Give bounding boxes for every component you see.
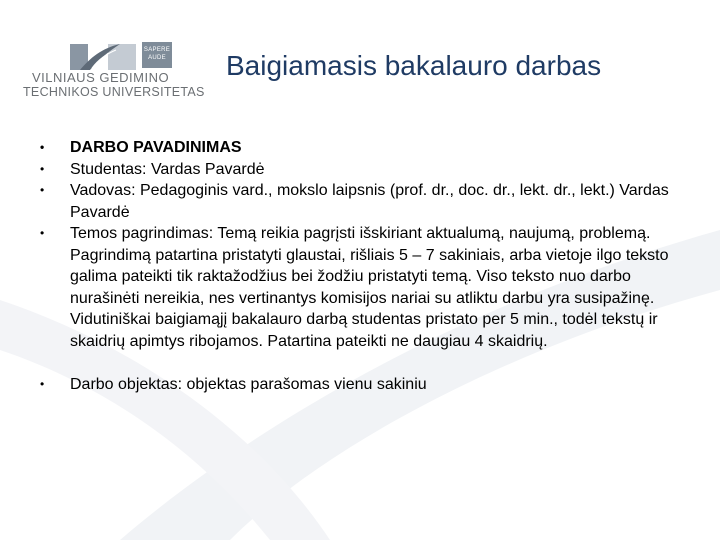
logo-motto-badge: SAPERE AUDE <box>142 42 172 68</box>
bullet-text: Temos pagrindimas: Temą reikia pagrįsti išskiriant aktualumą, naujumą, problemą. Pagrindimą patartina pristatyti glaustai, rišliais 5 – 7 sakiniais, arba vietoje ilgo teksto galima pateikti tik raktažodžius bei žodžiu pristatyti temą. Viso teksto nuo darbo nurašinėti nereikia, nes vertinantys komisijos nariai su atliktu darbu yra susipažinę. Vidutiniškai baigiamąjį bakalauro darbą studentas pristato per 5 min., todėl tekstų ir skaidrių apimtys ribojamos. Patartina pateikti ne daugiau 4 skaidrių. <box>70 225 669 350</box>
feather-emblem-icon <box>68 42 138 72</box>
bullet-list <box>40 137 688 396</box>
bullet-item-title <box>40 137 688 159</box>
bullet-marker: • <box>40 377 45 391</box>
bullet-text: Vadovas: Pedagoginis vard., mokslo laipsnis (prof. dr., doc. dr., lekt. dr., lekt.) Vardas Pavardė <box>70 182 669 221</box>
logo-text-line1: VILNIAUS GEDIMINO <box>32 70 170 85</box>
bullet-text: DARBO PAVADINIMAS <box>70 139 242 156</box>
logo-text-line2: TECHNIKOS UNIVERSITETAS <box>23 85 205 99</box>
slide-title: Baigiamasis bakalauro darbas <box>226 50 602 81</box>
university-logo <box>18 38 208 102</box>
bullet-item-student <box>40 159 688 181</box>
bullet-item-object <box>40 374 688 396</box>
bullet-marker: • <box>40 183 45 197</box>
bullet-marker: • <box>40 140 45 154</box>
bullet-text: Darbo objektas: objektas parašomas vienu sakiniu <box>70 376 427 393</box>
bullet-item-justification <box>40 223 688 352</box>
bullet-marker: • <box>40 226 45 240</box>
bullet-item-supervisor <box>40 180 688 223</box>
bullet-text: Studentas: Vardas Pavardė <box>70 160 265 178</box>
bullet-marker: • <box>40 161 45 176</box>
